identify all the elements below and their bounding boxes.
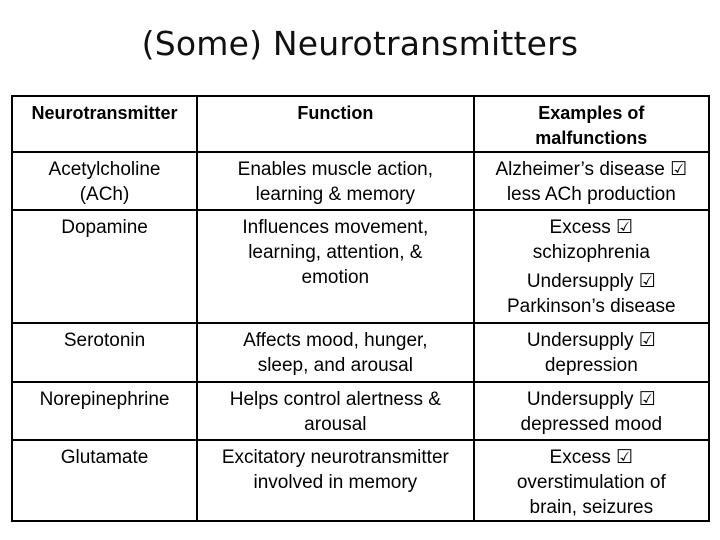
- cell-text: Alzheimer’s disease ☑: [495, 159, 688, 180]
- cell-text: Undersupply ☑: [526, 330, 656, 351]
- table-row-dopamine: [12, 210, 709, 323]
- cell-function: [197, 323, 474, 382]
- cell-name: [12, 382, 197, 440]
- cell-text: less ACh production: [506, 184, 676, 205]
- header-neurotransmitter: Neurotransmitter: [12, 96, 197, 152]
- cell-malfunction: [474, 210, 709, 323]
- cell-text: learning, attention, &: [248, 242, 423, 263]
- table-row-acetylcholine: [12, 152, 709, 210]
- cell-function: [197, 382, 474, 440]
- cell-text: Undersupply ☑: [526, 389, 656, 410]
- cell-text: schizophrenia: [532, 242, 650, 263]
- cell-text: Norepinephrine: [39, 389, 170, 410]
- table-row-serotonin: [12, 323, 709, 382]
- cell-text: Glutamate: [60, 447, 149, 468]
- cell-text: brain, seizures: [529, 497, 654, 518]
- cell-text: depressed mood: [520, 414, 663, 435]
- cell-text: (ACh): [79, 184, 130, 205]
- cell-name: [12, 210, 197, 323]
- cell-text: depression: [544, 355, 638, 376]
- cell-text: involved in memory: [253, 472, 418, 493]
- header-row: [12, 96, 709, 152]
- slide-title: (Some) Neurotransmitters: [141, 24, 579, 63]
- cell-function: [197, 152, 474, 210]
- cell-name: [12, 152, 197, 210]
- cell-text: Acetylcholine: [48, 159, 161, 180]
- cell-function: [197, 210, 474, 323]
- cell-text: Undersupply ☑: [526, 271, 656, 292]
- cell-malfunction: [474, 382, 709, 440]
- cell-text: Parkinson’s disease: [506, 296, 676, 317]
- cell-text: Affects mood, hunger,: [243, 330, 428, 351]
- cell-text: Serotonin: [63, 330, 146, 351]
- cell-name: [12, 440, 197, 521]
- cell-text: overstimulation of: [516, 472, 666, 493]
- cell-malfunction: [474, 440, 709, 521]
- cell-malfunction: [474, 323, 709, 382]
- header-malfunctions: [474, 96, 709, 152]
- cell-text: Influences movement,: [242, 217, 429, 238]
- cell-text: Excess ☑: [549, 447, 634, 468]
- cell-text: Excess ☑: [549, 217, 634, 238]
- cell-text: emotion: [301, 267, 370, 288]
- header-function: Function: [197, 96, 474, 152]
- neurotransmitter-table: [11, 95, 710, 522]
- cell-text: Enables muscle action,: [237, 159, 434, 180]
- table-row-norepinephrine: [12, 382, 709, 440]
- cell-text: arousal: [304, 414, 367, 435]
- cell-name: [12, 323, 197, 382]
- header-malfunctions-line1: Examples of: [538, 103, 645, 123]
- cell-function: [197, 440, 474, 521]
- table-row-glutamate: [12, 440, 709, 521]
- cell-text: Excitatory neurotransmitter: [221, 447, 449, 468]
- header-malfunctions-line2: malfunctions: [535, 128, 648, 148]
- cell-text: sleep, and arousal: [257, 355, 413, 376]
- cell-text: Dopamine: [61, 217, 148, 238]
- cell-text: learning & memory: [255, 184, 416, 205]
- cell-malfunction: [474, 152, 709, 210]
- cell-text: Helps control alertness &: [229, 389, 441, 410]
